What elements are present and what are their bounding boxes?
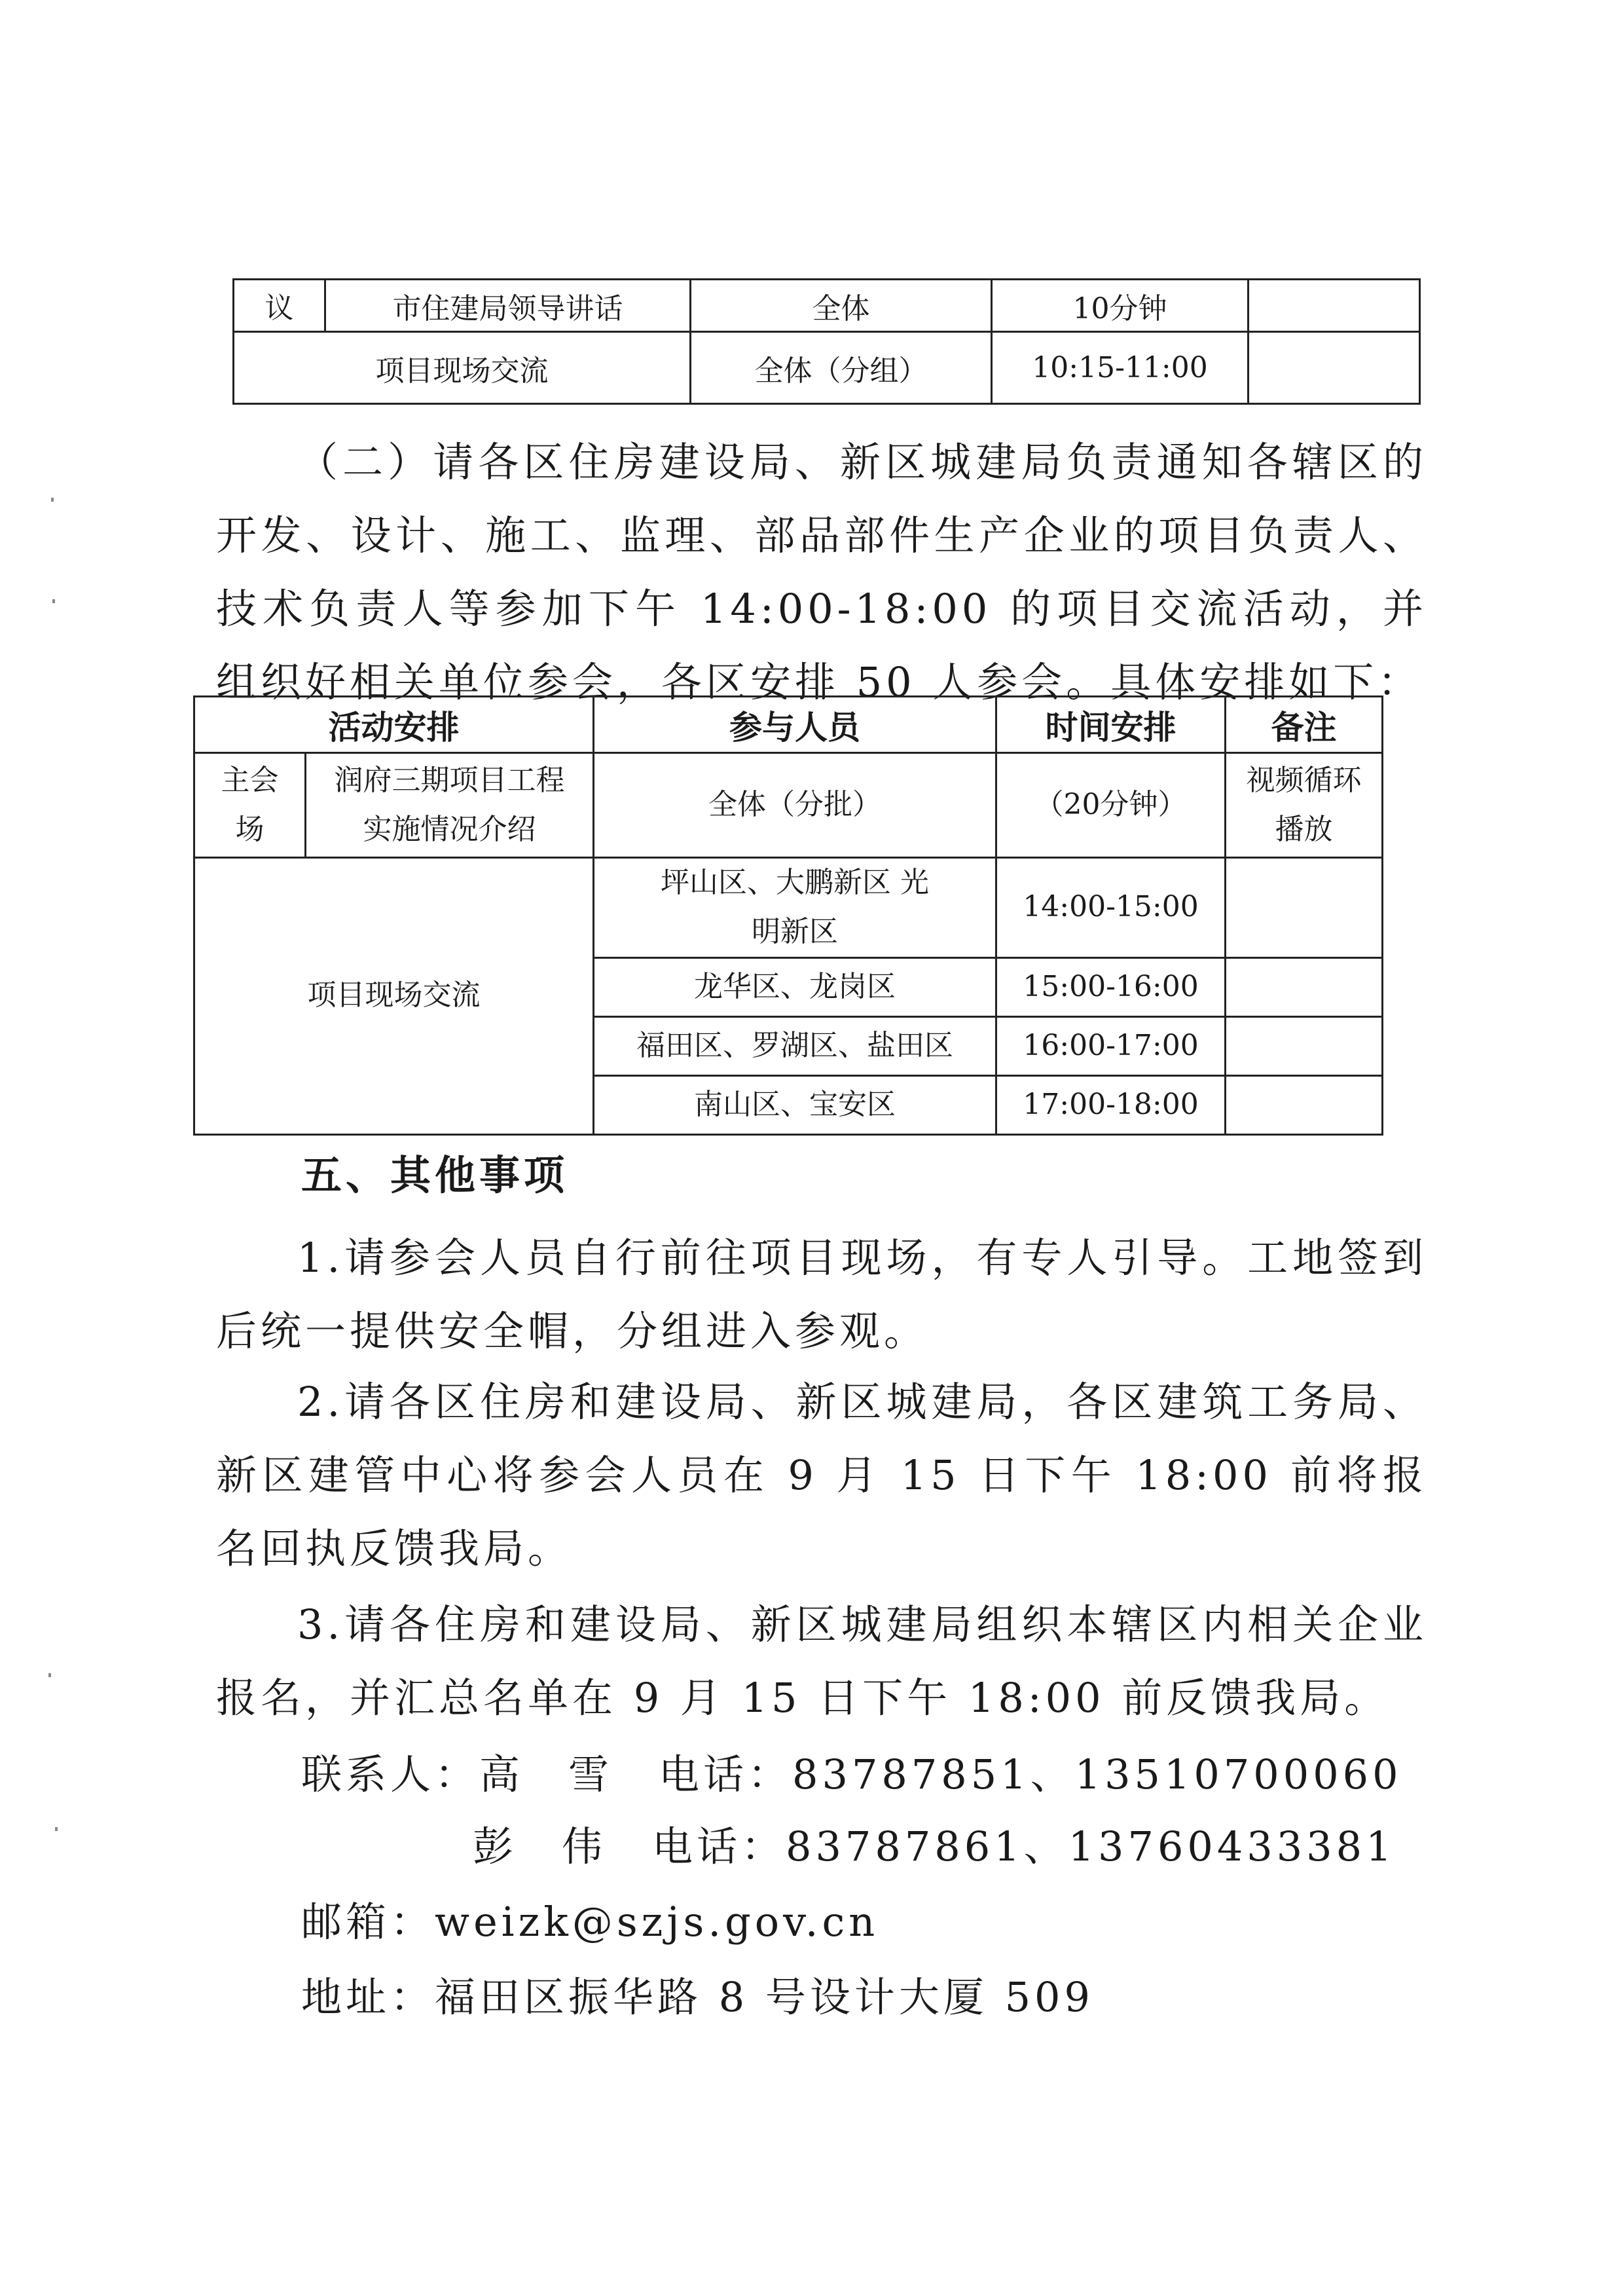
activity-cell: 项目现场交流 [234,332,691,404]
phone-label: 电话： [652,1823,786,1870]
header-activity: 活动安排 [194,697,594,753]
paragraph-section-two: （二）请各区住房建设局、新区城建局负责通知各辖区的开发、设计、施工、监理、部品部件生产企业的项目负责人、技术负责人等参加下午 14:00-18:00 的项目交流活动，并组织好相关单位参会，各区安排 50 人参会。具体安排如下： [216,438,1427,706]
list-item-1: 1.请参会人员自行前往项目现场，有专人引导。工地签到后统一提供安全帽，分组进入参观。 [216,1234,1427,1355]
districts-cell: 龙华区、龙岗区 [594,957,996,1016]
main-venue-label: 主会场 [194,753,306,858]
note-cell: 视频循环播放 [1226,753,1383,858]
time-cell: 17:00-18:00 [996,1075,1226,1134]
districts-cell: 南山区、宝安区 [594,1075,996,1134]
note-cell [1226,1016,1383,1075]
activity-cell: 市住建局领导讲话 [325,280,691,332]
note-cell [1249,280,1420,332]
table-row [194,858,1383,958]
phone-number: 83787861、13760433381 [786,1823,1396,1870]
list-item-3: 3.请各住房和建设局、新区城建局组织本辖区内相关企业报名，并汇总名单在 9 月 15 日下午 18:00 前反馈我局。 [216,1601,1427,1722]
email-line [301,1889,879,1948]
header-time: 时间安排 [996,697,1226,753]
districts-cell: 福田区、罗湖区、盐田区 [594,1016,996,1075]
email-address: weizk@szjs.gov.cn [435,1898,879,1946]
contact-label: 联系人： [301,1750,480,1798]
time-cell: （20分钟） [996,753,1226,858]
contact-line-2 [473,1814,1396,1872]
time-cell: 10:15-11:00 [992,332,1249,404]
address-label: 地址： [301,1973,435,2021]
list-item-2: 2.请各区住房和建设局、新区城建局，各区建筑工务局、新区建管中心将参会人员在 9 月 15 日下午 18:00 前将报名回执反馈我局。 [216,1378,1427,1572]
note-cell [1249,332,1420,404]
note-cell [1226,1075,1383,1134]
table-row [234,332,1420,404]
address-text: 福田区振华路 8 号设计大厦 509 [435,1973,1094,2021]
main-venue-item: 润府三期项目工程实施情况介绍 [306,753,594,858]
scan-speck [55,1827,58,1831]
exchange-label: 项目现场交流 [194,858,594,1135]
scan-speck [52,599,55,603]
participants-cell: 全体（分批） [594,753,996,858]
contact-name: 彭 伟 [473,1823,607,1870]
address-line [301,1965,1094,2023]
time-cell: 15:00-16:00 [996,957,1226,1016]
table-header-row [194,697,1383,753]
email-label: 邮箱： [301,1898,435,1946]
table-row [234,280,1420,332]
scan-speck [48,1673,51,1677]
contact-line-1 [301,1742,1402,1800]
schedule-table-morning [232,278,1421,405]
contact-name: 高 雪 [479,1750,613,1798]
header-participants: 参与人员 [594,697,996,753]
time-cell: 10分钟 [992,280,1249,332]
schedule-table-afternoon [193,695,1383,1136]
districts-cell: 坪山区、大鹏新区 光明新区 [594,858,996,958]
note-cell [1226,858,1383,958]
note-cell [1226,957,1383,1016]
participants-cell: 全体（分组） [691,332,992,404]
time-cell: 16:00-17:00 [996,1016,1226,1075]
participants-cell: 全体 [691,280,992,332]
header-note: 备注 [1226,697,1383,753]
section-cell: 议 [234,280,325,332]
scan-speck [51,498,54,502]
section-heading-five: 五、其他事项 [301,1151,569,1199]
table-row [194,753,1383,858]
phone-label: 电话： [659,1750,793,1798]
time-cell: 14:00-15:00 [996,858,1226,958]
phone-number: 83787851、13510700060 [792,1750,1402,1798]
